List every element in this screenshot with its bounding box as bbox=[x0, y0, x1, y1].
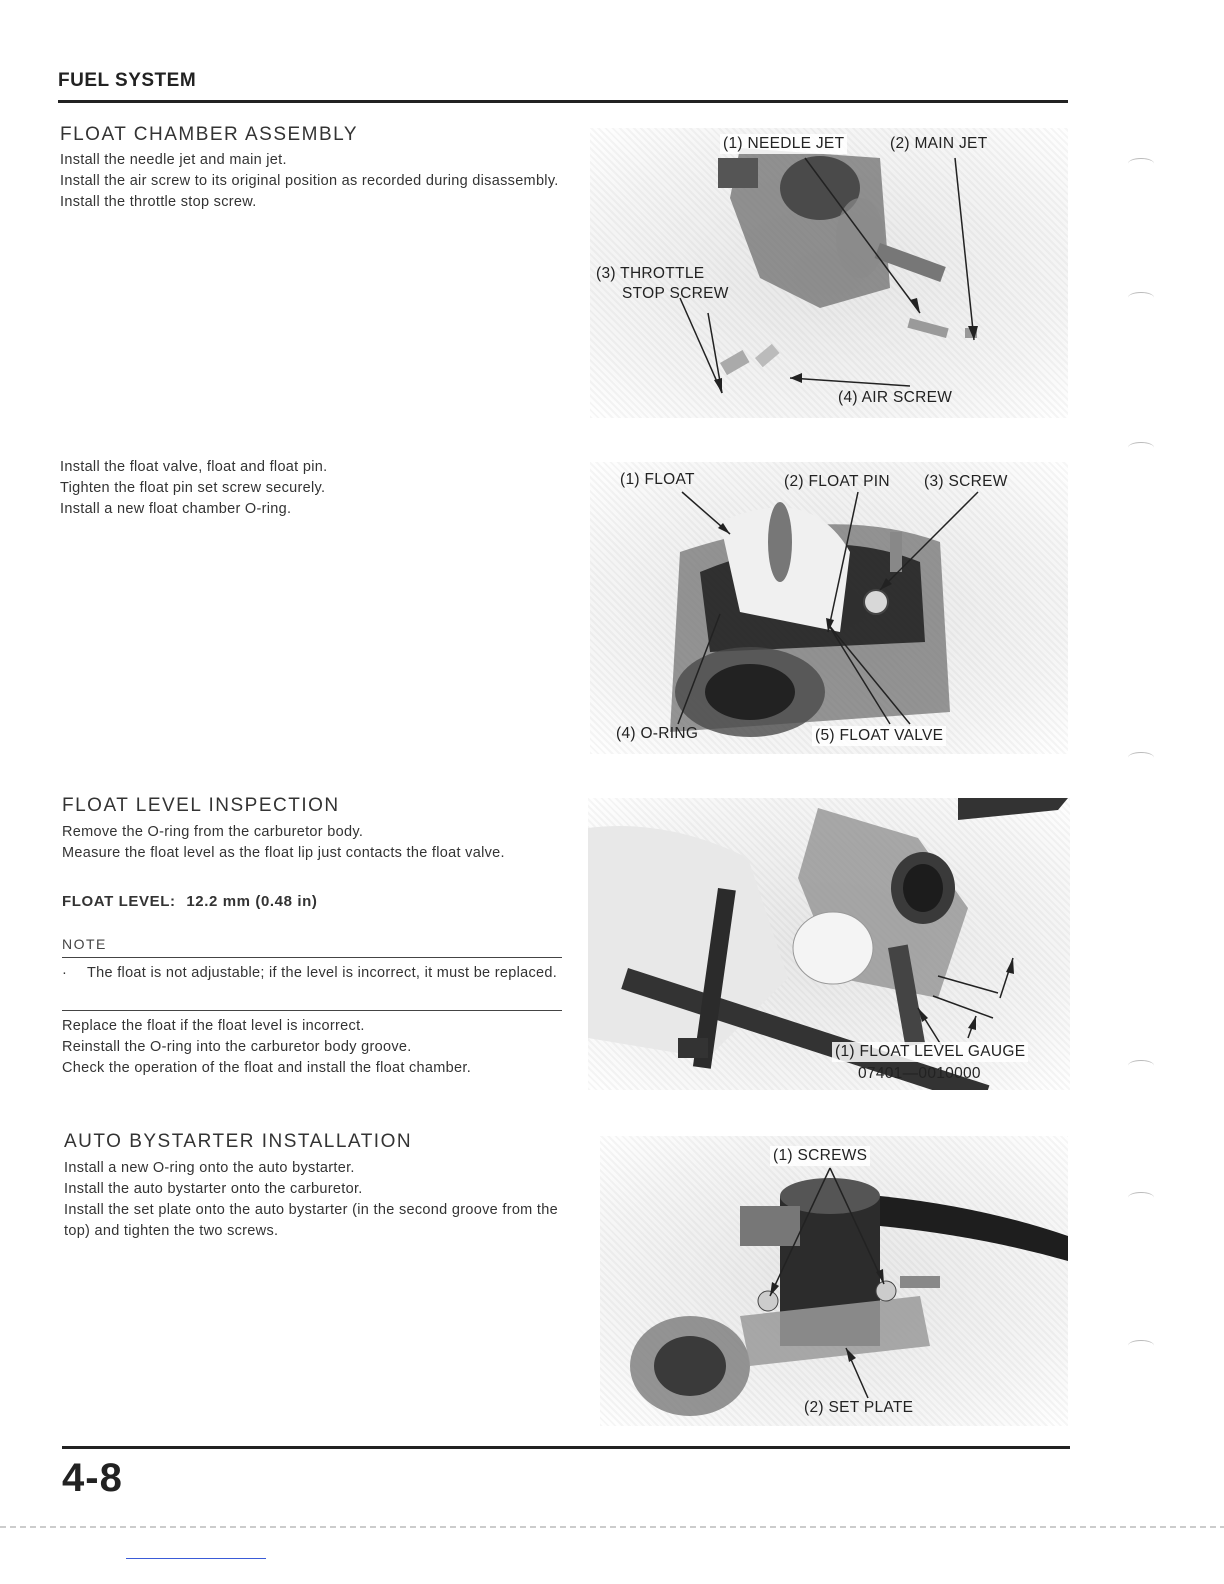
note-label: NOTE bbox=[62, 936, 107, 952]
text-line: Install the float valve, float and float pin. bbox=[60, 459, 328, 475]
auto-bystarter-title: AUTO BYSTARTER INSTALLATION bbox=[64, 1131, 413, 1152]
float-level-after-text bbox=[62, 1016, 562, 1079]
carburetor-jets-photo bbox=[590, 128, 1068, 418]
callout-throttle-stop-line2: STOP SCREW bbox=[622, 285, 729, 302]
callout-float: (1) FLOAT bbox=[620, 471, 695, 488]
link-underline-artifact bbox=[126, 1558, 266, 1559]
margin-mark bbox=[1128, 752, 1154, 763]
callout-screw: (3) SCREW bbox=[924, 473, 1008, 490]
text-line: Measure the float level as the float lip just contacts the float valve. bbox=[62, 845, 505, 861]
text-line: Tighten the float pin set screw securely. bbox=[60, 480, 326, 496]
text-line: Install the air screw to its original position as recorded during disassembly. bbox=[60, 173, 559, 189]
float-chamber-text bbox=[60, 150, 560, 213]
figure2-drawing bbox=[590, 462, 1068, 754]
text-line: Install the throttle stop screw. bbox=[60, 194, 257, 210]
text-line: Reinstall the O-ring into the carburetor body groove. bbox=[62, 1039, 412, 1055]
text-line: Replace the float if the float level is incorrect. bbox=[62, 1018, 365, 1034]
text-line: Install the needle jet and main jet. bbox=[60, 152, 287, 168]
callout-needle-jet: (1) NEEDLE JET bbox=[720, 134, 847, 154]
margin-mark bbox=[1128, 292, 1154, 303]
callout-screws: (1) SCREWS bbox=[770, 1146, 870, 1166]
section-header-title: FUEL SYSTEM bbox=[58, 70, 197, 91]
float-chamber-title: FLOAT CHAMBER ASSEMBLY bbox=[60, 124, 359, 145]
footer-rule bbox=[62, 1446, 1070, 1449]
text-line: Remove the O-ring from the carburetor body. bbox=[62, 824, 364, 840]
callout-air-screw: (4) AIR SCREW bbox=[838, 389, 953, 406]
text-line: Install a new float chamber O-ring. bbox=[60, 501, 292, 517]
margin-mark bbox=[1128, 1192, 1154, 1203]
figure4-drawing bbox=[600, 1136, 1068, 1426]
margin-mark bbox=[1128, 1060, 1154, 1071]
float-level-text bbox=[62, 822, 558, 864]
spec-label: FLOAT LEVEL: bbox=[62, 893, 176, 910]
spec-value: 12.2 mm (0.48 in) bbox=[186, 893, 318, 910]
callout-set-plate: (2) SET PLATE bbox=[804, 1399, 914, 1416]
scan-artifact-line bbox=[0, 1526, 1224, 1528]
margin-mark bbox=[1128, 158, 1154, 169]
float-level-spec bbox=[62, 893, 317, 910]
margin-mark bbox=[1128, 1340, 1154, 1351]
float-install-text bbox=[60, 457, 560, 520]
header-rule bbox=[58, 100, 1068, 103]
callout-o-ring: (4) O-RING bbox=[616, 725, 699, 742]
note-top-rule bbox=[62, 957, 562, 958]
margin-mark bbox=[1128, 442, 1154, 453]
text-line: Install a new O-ring onto the auto bystarter. bbox=[64, 1160, 355, 1176]
float-level-title: FLOAT LEVEL INSPECTION bbox=[62, 795, 340, 816]
text-line: Install the set plate onto the auto bystarter (in the second groove from the top) and tighten the two screws. bbox=[64, 1202, 558, 1239]
note-bottom-rule bbox=[62, 1010, 562, 1011]
callout-float-pin: (2) FLOAT PIN bbox=[784, 473, 890, 490]
callout-float-valve: (5) FLOAT VALVE bbox=[812, 726, 946, 746]
text-line: Install the auto bystarter onto the carburetor. bbox=[64, 1181, 363, 1197]
callout-gauge-part-number: 07401—0010000 bbox=[858, 1065, 981, 1082]
float-assembly-photo bbox=[590, 462, 1068, 754]
page-number: 4-8 bbox=[62, 1456, 123, 1500]
note-bullet: · bbox=[62, 965, 67, 981]
callout-throttle-stop-line1: (3) THROTTLE bbox=[596, 265, 705, 282]
callout-float-level-gauge: (1) FLOAT LEVEL GAUGE bbox=[832, 1042, 1028, 1062]
float-level-gauge-photo bbox=[588, 798, 1070, 1090]
note-text: The float is not adjustable; if the level is incorrect, it must be replaced. bbox=[87, 965, 558, 981]
text-line: Check the operation of the float and install the float chamber. bbox=[62, 1060, 472, 1076]
auto-bystarter-text bbox=[64, 1158, 558, 1242]
callout-main-jet: (2) MAIN JET bbox=[890, 135, 988, 152]
auto-bystarter-photo bbox=[600, 1136, 1068, 1426]
